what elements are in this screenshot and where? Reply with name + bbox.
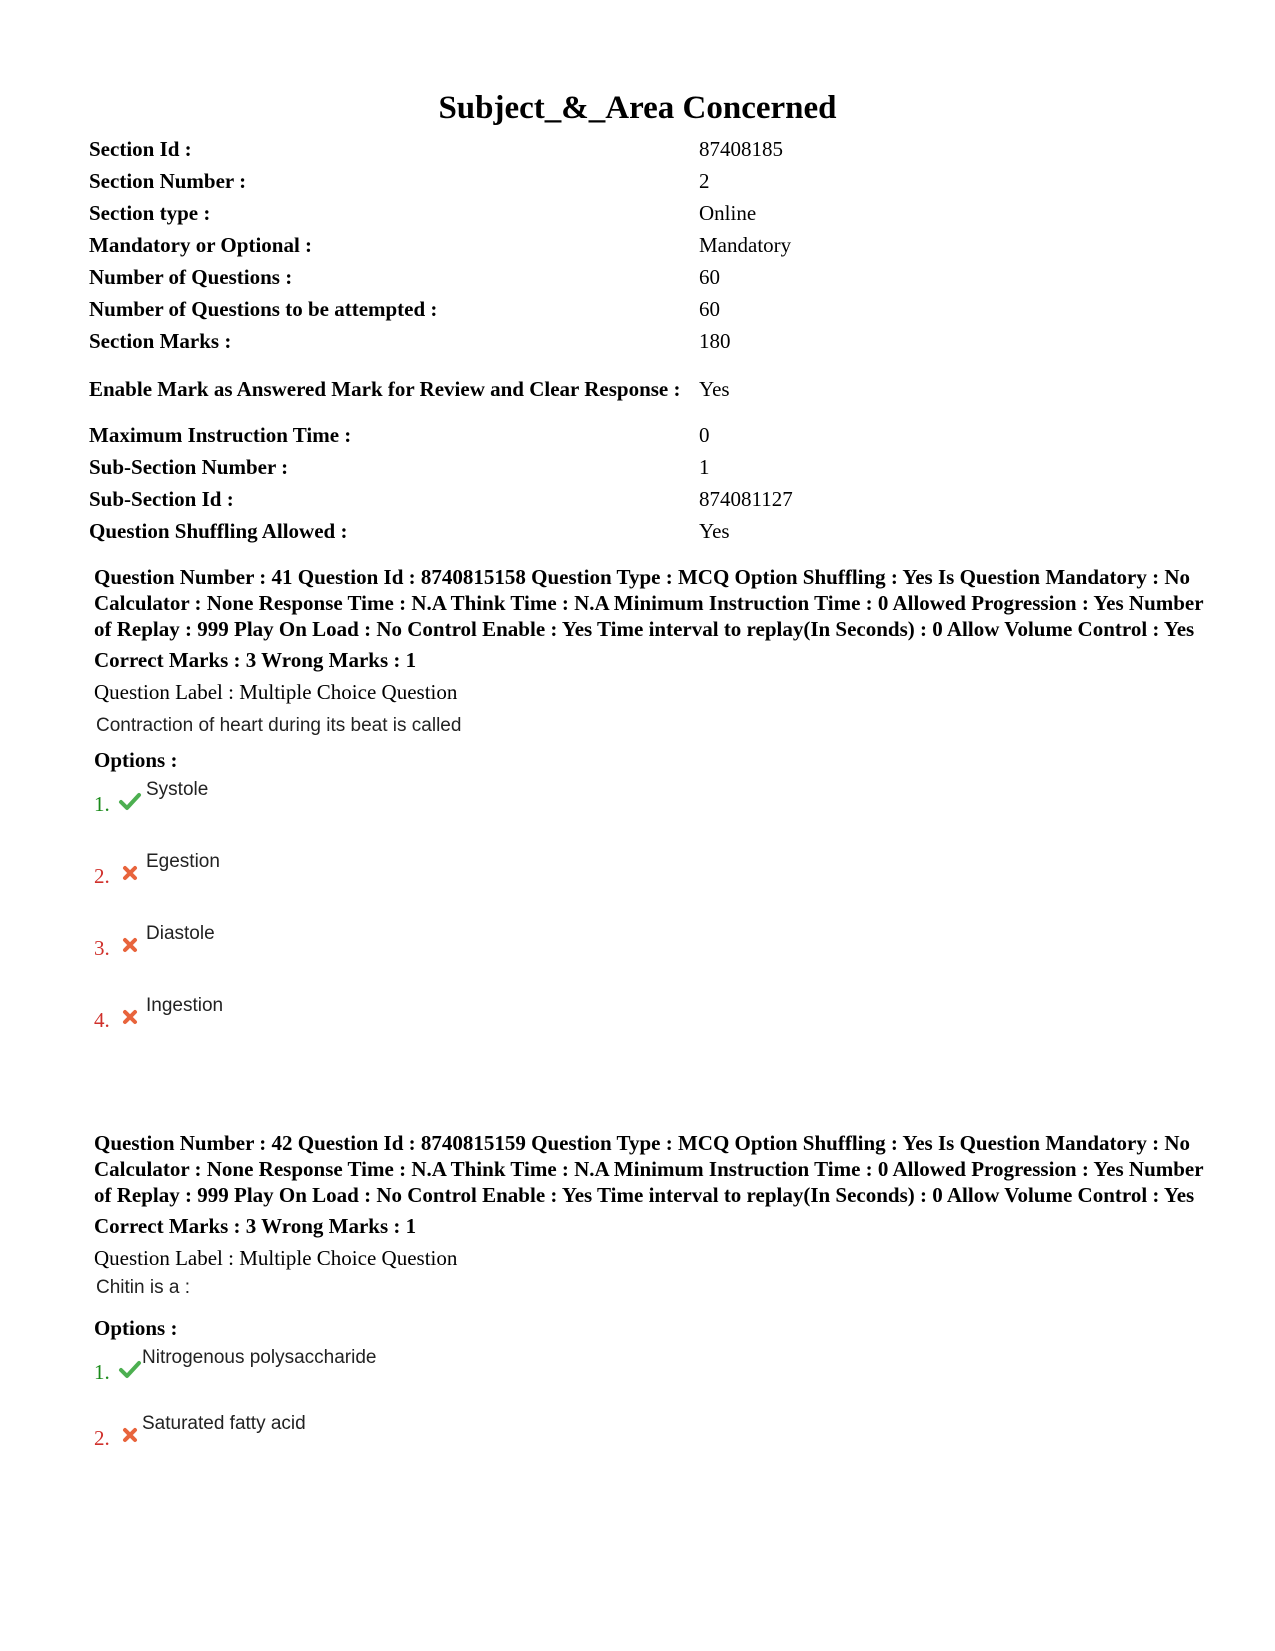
question-text: Contraction of heart during its beat is called: [96, 715, 462, 736]
section-row: [89, 325, 1189, 357]
option-item: [94, 845, 1204, 917]
question-marks: Correct Marks : 3 Wrong Marks : 1: [94, 648, 417, 672]
section-row: [89, 419, 1189, 451]
cross-icon: [118, 1423, 142, 1447]
section-row-label: Mandatory or Optional :: [89, 232, 313, 257]
section-row-value: Mandatory: [699, 232, 792, 257]
section-row: [89, 451, 1189, 483]
option-text: Nitrogenous polysaccharide: [142, 1347, 377, 1368]
section-info-table: [89, 133, 1189, 547]
section-row: [89, 261, 1189, 293]
section-row-value: 0: [699, 422, 710, 447]
section-row-label: Number of Questions to be attempted :: [89, 296, 438, 321]
option-item: [94, 773, 1204, 845]
option-text: Egestion: [146, 851, 220, 872]
option-text: Systole: [146, 779, 209, 800]
section-row: [89, 197, 1189, 229]
section-row: [89, 293, 1189, 325]
section-row-label: Sub-Section Number :: [89, 454, 289, 479]
section-row: [89, 515, 1189, 547]
section-row-value: Yes: [699, 376, 730, 401]
question-text: Chitin is a :: [96, 1277, 190, 1298]
section-row-value: 60: [699, 296, 720, 321]
section-row-label: Section type :: [89, 200, 211, 225]
options-label: Options :: [94, 748, 178, 772]
section-row-label: Question Shuffling Allowed :: [89, 518, 348, 543]
check-icon: [118, 1357, 142, 1381]
options-label: Options :: [94, 1316, 178, 1340]
option-text: Ingestion: [146, 995, 224, 1016]
section-row-label: Section Id :: [89, 136, 192, 161]
option-number: 4.: [94, 1008, 110, 1032]
option-text: Saturated fatty acid: [142, 1413, 306, 1434]
section-row-value: 1: [699, 454, 710, 479]
question-label: Question Label : Multiple Choice Question: [94, 1246, 458, 1270]
option-number: 1.: [94, 792, 110, 816]
option-number: 2.: [94, 864, 110, 888]
option-item: [94, 989, 1204, 1061]
section-row: [89, 133, 1189, 165]
question-meta: Question Number : 41 Question Id : 8740815158 Question Type : MCQ Option Shuffling : Yes Is Question Mandatory : No Calculator : None Response Time : N.A Think Time : N.A Minimum Instruction Time : 0 Allowed Progression : Yes Number of Replay : 999 Play On Load : No Control Enable : Yes Time interval to replay(In Seconds) : 0 Allow Volume Control : Yes: [94, 565, 1204, 641]
section-row-label: Maximum Instruction Time :: [89, 422, 352, 447]
question-meta: Question Number : 42 Question Id : 8740815159 Question Type : MCQ Option Shuffling : Yes Is Question Mandatory : No Calculator : None Response Time : N.A Think Time : N.A Minimum Instruction Time : 0 Allowed Progression : Yes Number of Replay : 999 Play On Load : No Control Enable : Yes Time interval to replay(In Seconds) : 0 Allow Volume Control : Yes: [94, 1131, 1204, 1207]
section-row-value: 2: [699, 168, 710, 193]
option-number: 1.: [94, 1360, 110, 1384]
section-row-label: Enable Mark as Answered Mark for Review and Clear Response :: [89, 376, 681, 401]
section-row: [89, 165, 1189, 197]
section-row-label: Sub-Section Id :: [89, 486, 234, 511]
question-label: Question Label : Multiple Choice Question: [94, 680, 458, 704]
section-row-value: 60: [699, 264, 720, 289]
section-row-value: Yes: [699, 518, 730, 543]
section-row-label: Section Number :: [89, 168, 247, 193]
section-row-label: Number of Questions :: [89, 264, 293, 289]
option-text: Diastole: [146, 923, 215, 944]
check-icon: [118, 789, 142, 813]
section-row-value: 874081127: [699, 486, 793, 511]
page-title: Subject_&_Area Concerned: [438, 90, 837, 126]
section-row-label: Section Marks :: [89, 328, 232, 353]
cross-icon: [118, 933, 142, 957]
section-row-value: 180: [699, 328, 731, 353]
section-row: [89, 483, 1189, 515]
section-row-value: 87408185: [699, 136, 783, 161]
option-number: 3.: [94, 936, 110, 960]
option-item: [94, 917, 1204, 989]
question-block-42: [94, 1130, 1204, 1479]
option-item: [94, 1407, 1204, 1479]
section-row: [89, 359, 1189, 419]
section-row: [89, 229, 1189, 261]
option-item: [94, 1341, 1204, 1407]
question-marks: Correct Marks : 3 Wrong Marks : 1: [94, 1214, 417, 1238]
cross-icon: [118, 861, 142, 885]
question-block-41: [94, 564, 1204, 1061]
cross-icon: [118, 1005, 142, 1029]
section-row-value: Online: [699, 200, 757, 225]
option-number: 2.: [94, 1426, 110, 1450]
